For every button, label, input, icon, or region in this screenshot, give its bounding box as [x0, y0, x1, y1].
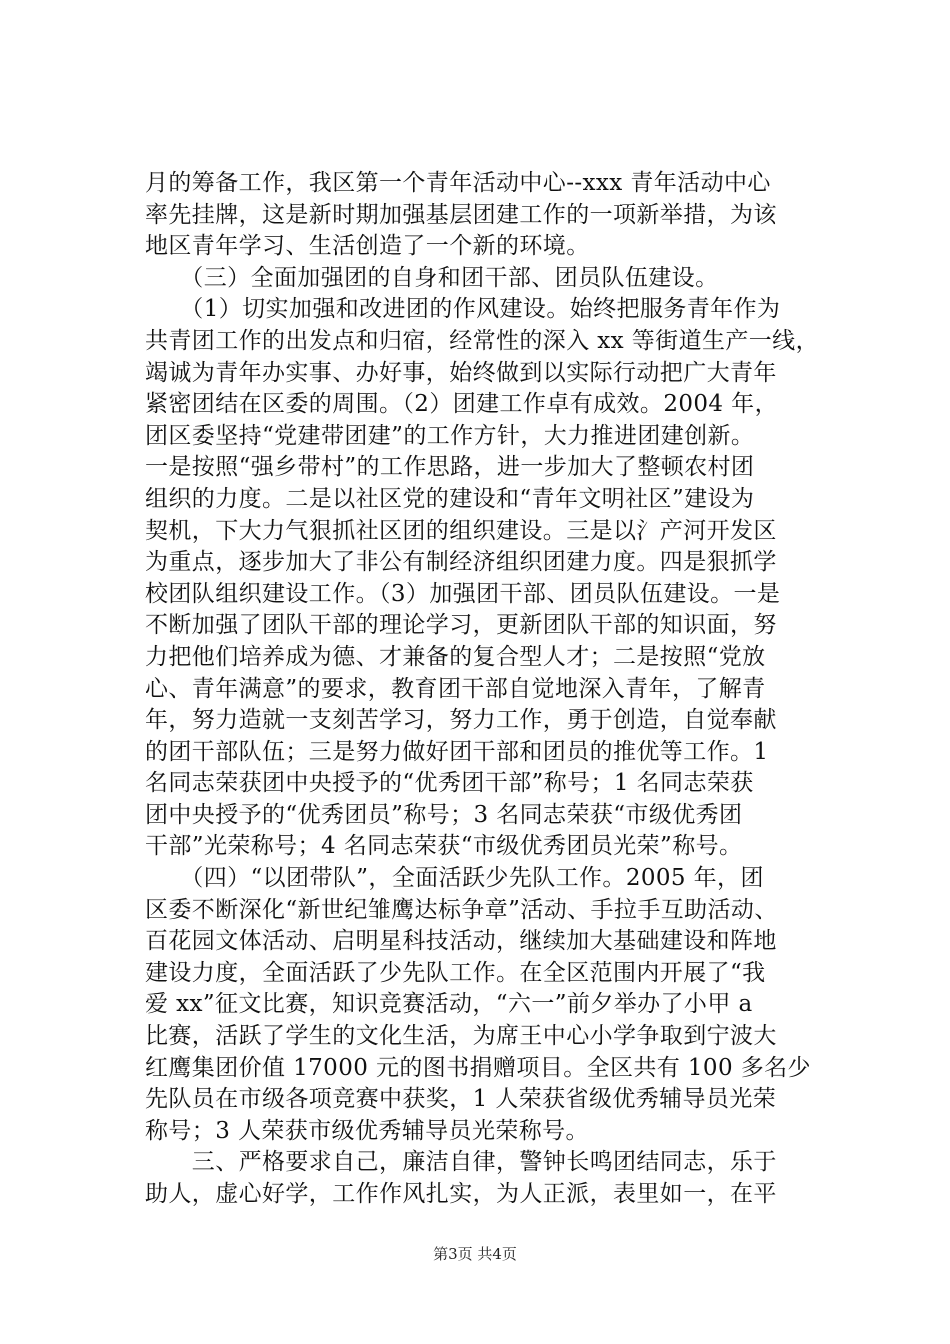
text-line: 年，努力造就一支刻苦学习，努力工作，勇于创造，自觉奉献 — [145, 707, 777, 734]
text-line: 百花园文体活动、启明星科技活动，继续加大基础建设和阵地 — [145, 928, 777, 955]
text-line: 的团干部队伍；三是努力做好团干部和团员的推优等工作。1 — [145, 738, 769, 765]
text-line: 不断加强了团队干部的理论学习，更新团队干部的知识面，努 — [145, 612, 777, 639]
text-line: 率先挂牌，这是新时期加强基层团建工作的一项新举措，为该 — [145, 201, 777, 228]
text-line: 校团队组织建设工作。（3）加强团干部、团员队伍建设。一是 — [145, 580, 781, 607]
text-line: 红鹰集团价值 17000 元的图书捐赠项目。全区共有 100 多名少 — [145, 1054, 811, 1081]
page-number-footer: 第3页 共4页 — [433, 1245, 517, 1263]
section-heading: （四）“以团带队”，全面活跃少先队工作。2005 年，团 — [145, 865, 764, 892]
text-line: 地区青年学习、生活创造了一个新的环境。 — [145, 233, 590, 260]
text-line: 组织的力度。二是以社区党的建设和“青年文明社区”建设为 — [145, 485, 755, 512]
text-line: 比赛，活跃了学生的文化生活，为席王中心小学争取到宁波大 — [145, 1023, 777, 1050]
text-line: 名同志荣获团中央授予的“优秀团干部”称号；1 名同志荣获 — [145, 770, 754, 797]
text-line: 竭诚为青年办实事、办好事，始终做到以实际行动把广大青年 — [145, 359, 777, 386]
text-line: 一是按照“强乡带村”的工作思路，进一步加大了整顿农村团 — [145, 454, 755, 481]
text-line: 心、青年满意”的要求，教育团干部自觉地深入青年，了解青 — [145, 675, 766, 702]
text-line: 团区委坚持“党建带团建”的工作方针，大力推进团建创新。 — [145, 422, 755, 449]
text-line: 月的筹备工作，我区第一个青年活动中心--xxx 青年活动中心 — [145, 170, 771, 196]
section-heading: 三、严格要求自己，廉洁自律，警钟长鸣团结同志，乐于 — [145, 1149, 777, 1176]
text-line: 契机，下大力气狠抓社区团的组织建设。三是以氵产河开发区 — [145, 517, 777, 544]
text-line: 称号；3 人荣获市级优秀辅导员光荣称号。 — [145, 1117, 589, 1144]
text-line: 助人，虚心好学，工作作风扎实，为人正派，表里如一，在平 — [145, 1181, 777, 1207]
text-line: 团中央授予的“优秀团员”称号；3 名同志荣获“市级优秀团 — [145, 801, 743, 828]
text-line: 先队员在市级各项竞赛中获奖，1 人荣获省级优秀辅导员光荣 — [145, 1086, 777, 1113]
text-line: 为重点，逐步加大了非公有制经济组织团建力度。四是狠抓学 — [145, 549, 777, 576]
text-line: 力把他们培养成为德、才兼备的复合型人才；二是按照“党放 — [145, 643, 766, 670]
text-line: 紧密团结在区委的周围。（2）团建工作卓有成效。2004 年， — [145, 391, 778, 418]
text-line: 建设力度，全面活跃了少先队工作。在全区范围内开展了“我 — [145, 959, 766, 986]
text-line: （1）切实加强和改进团的作风建设。始终把服务青年作为 — [145, 296, 781, 323]
document-body — [145, 168, 819, 1211]
text-line: 干部”光荣称号；4 名同志荣获“市级优秀团员光荣”称号。 — [145, 833, 743, 860]
text-line: 共青团工作的出发点和归宿，经常性的深入 xx 等街道生产一线， — [145, 327, 819, 354]
section-heading: （三）全面加强团的自身和团干部、团员队伍建设。 — [145, 264, 719, 291]
text-line: 区委不断深化“新世纪雏鹰达标争章”活动、手拉手互助活动、 — [145, 896, 778, 923]
text-line: 爱 xx”征文比赛，知识竞赛活动，“六一”前夕举办了小甲 a — [145, 991, 753, 1018]
